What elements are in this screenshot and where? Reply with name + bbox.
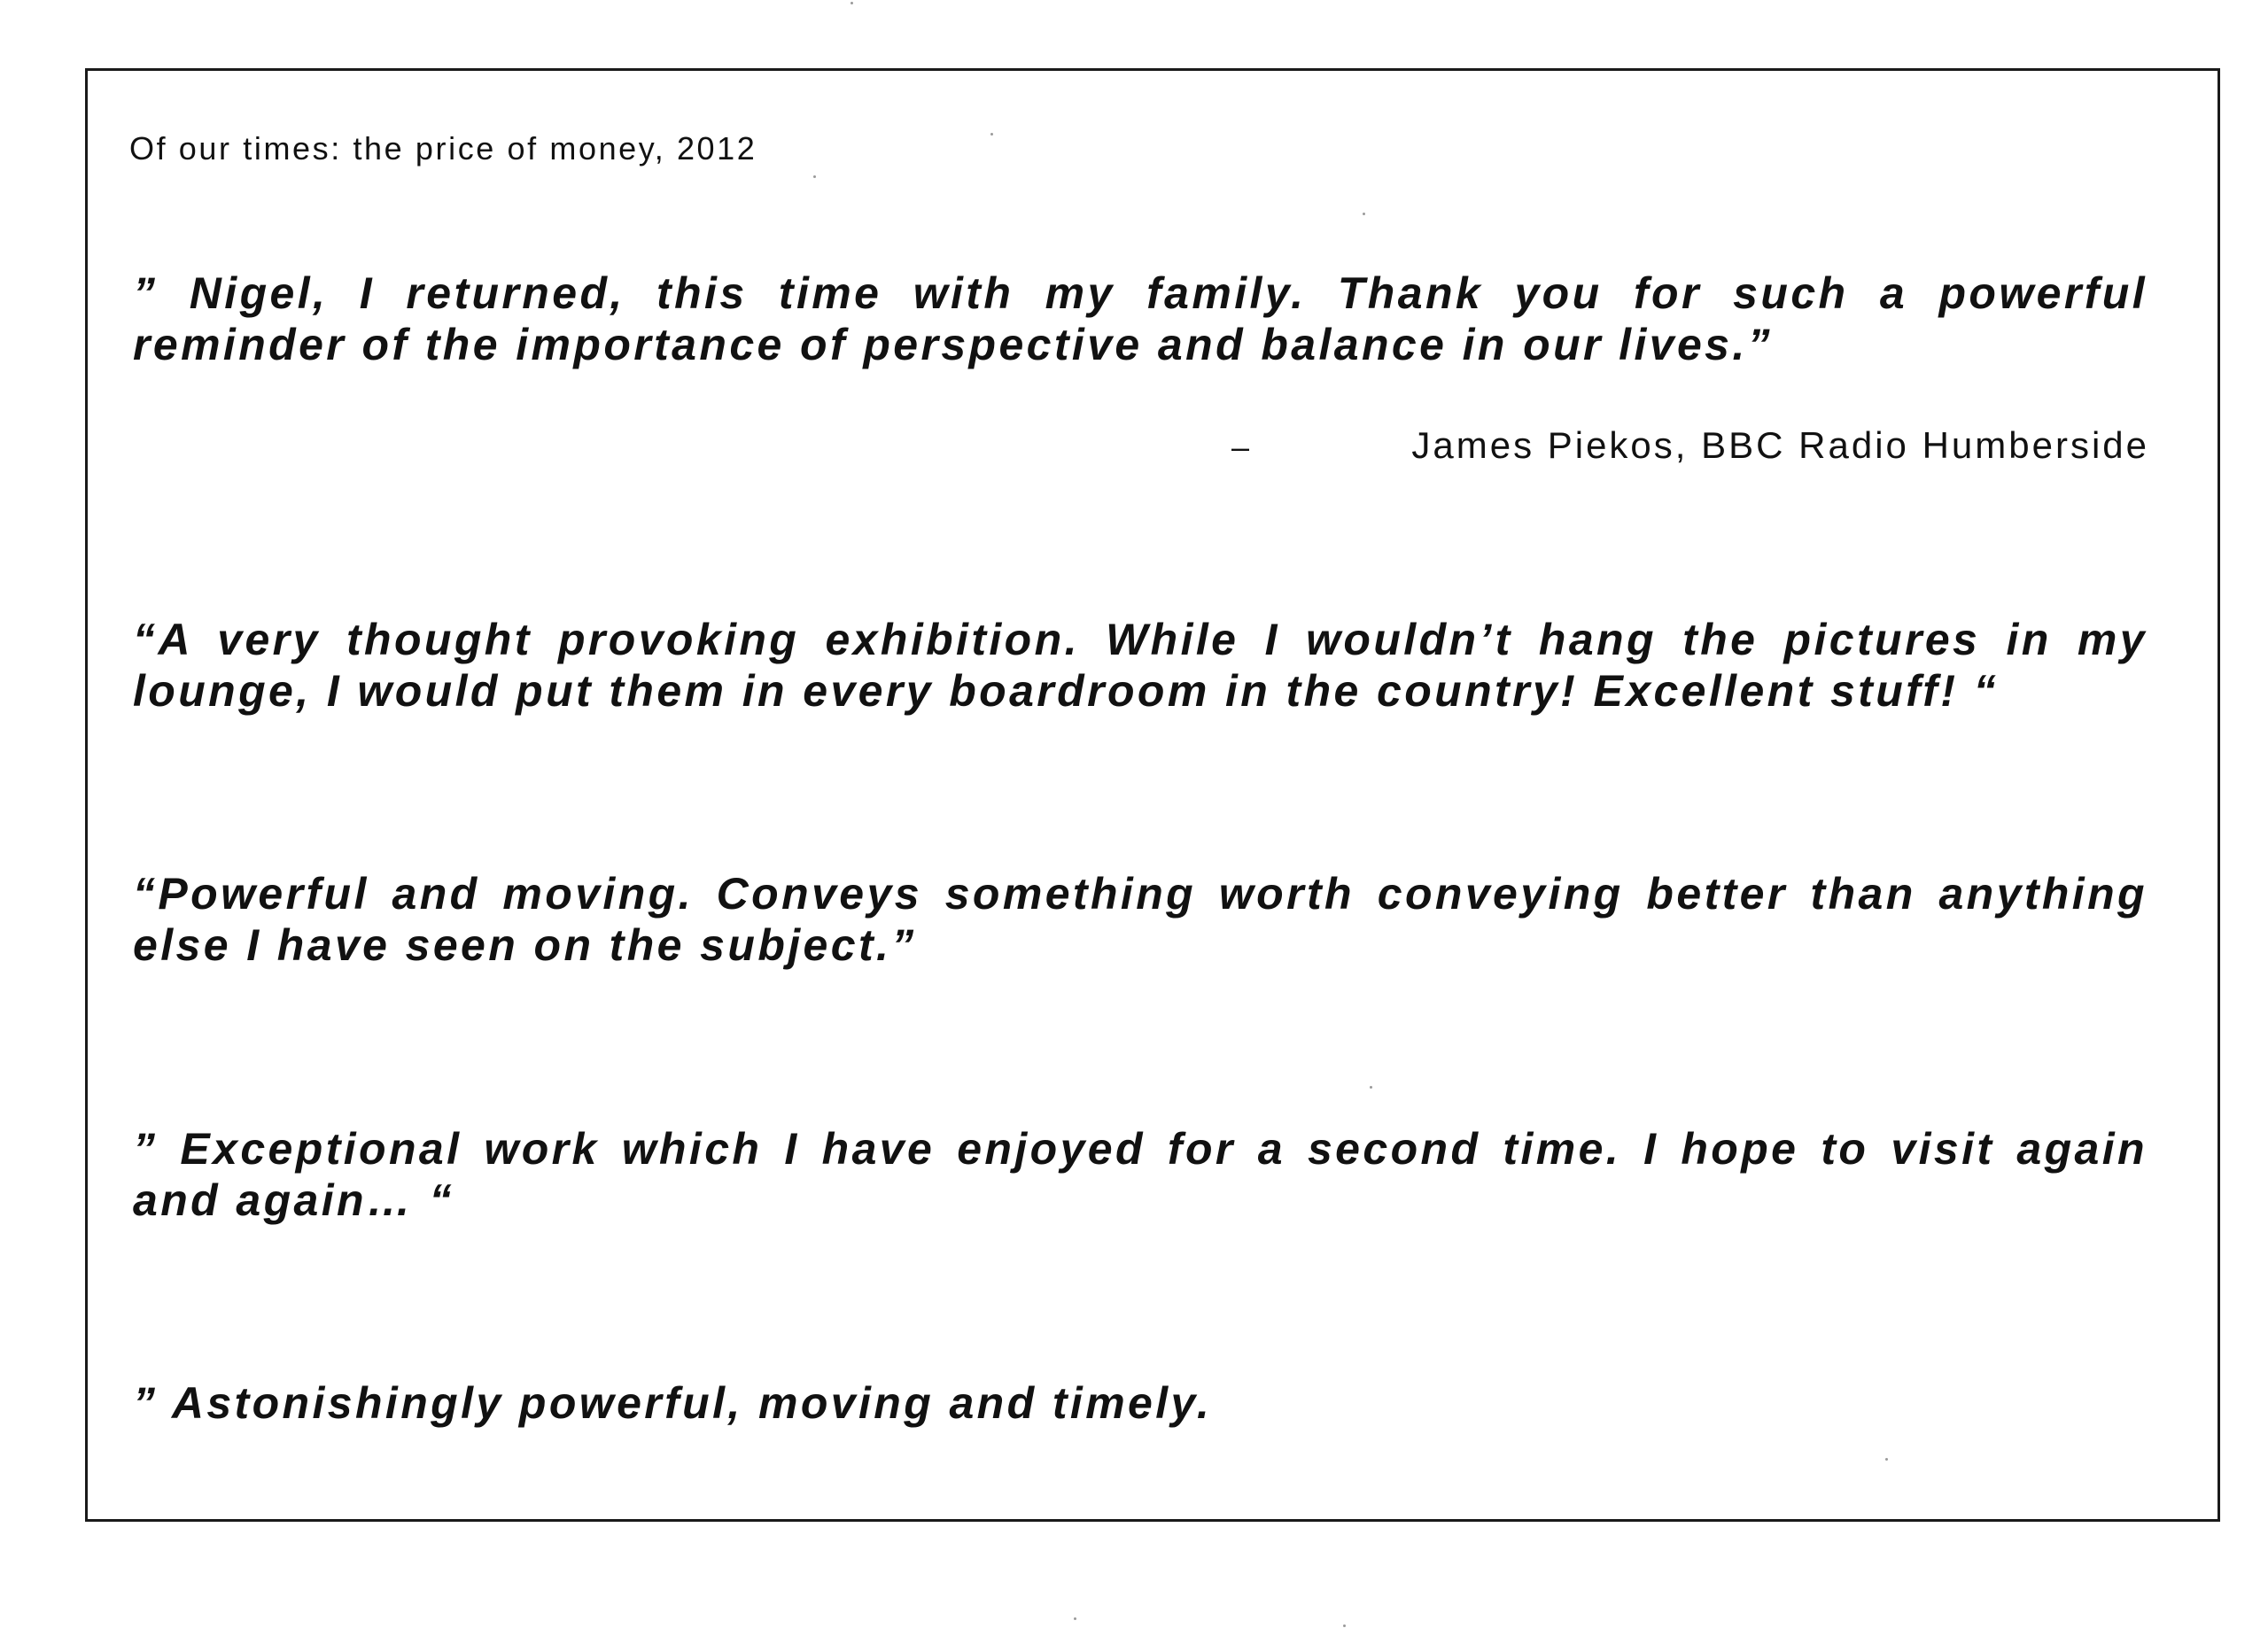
quote-3: “Powerful and moving. Conveys something worth conveying better than anything else I have seen on the subject.” bbox=[133, 869, 2148, 970]
scan-speck bbox=[813, 175, 816, 178]
scan-speck bbox=[1370, 1086, 1372, 1089]
attribution-dash: – bbox=[1231, 429, 1250, 465]
scan-speck bbox=[1074, 1617, 1076, 1620]
quote-1-attribution: James Piekos, BBC Radio Humberside bbox=[1411, 424, 2149, 466]
quote-1: ” Nigel, I returned, this time with my family. Thank you for such a powerful reminder of the importance of perspective and balance in our lives.” bbox=[133, 268, 2148, 369]
page-title: Of our times: the price of money, 2012 bbox=[129, 130, 757, 167]
scan-speck bbox=[1885, 1458, 1888, 1461]
scan-speck bbox=[1363, 213, 1365, 215]
scan-speck bbox=[990, 133, 993, 136]
quote-5: ” Astonishingly powerful, moving and timely. bbox=[133, 1378, 1213, 1428]
scan-speck bbox=[850, 2, 853, 4]
scan-speck bbox=[1343, 1624, 1346, 1627]
quote-2: “A very thought provoking exhibition. While I wouldn’t hang the pictures in my lounge, I would put them in every boardroom in the country! Excellent stuff! “ bbox=[133, 615, 2148, 716]
quote-4: ” Exceptional work which I have enjoyed for a second time. I hope to visit again and again… “ bbox=[133, 1124, 2148, 1225]
